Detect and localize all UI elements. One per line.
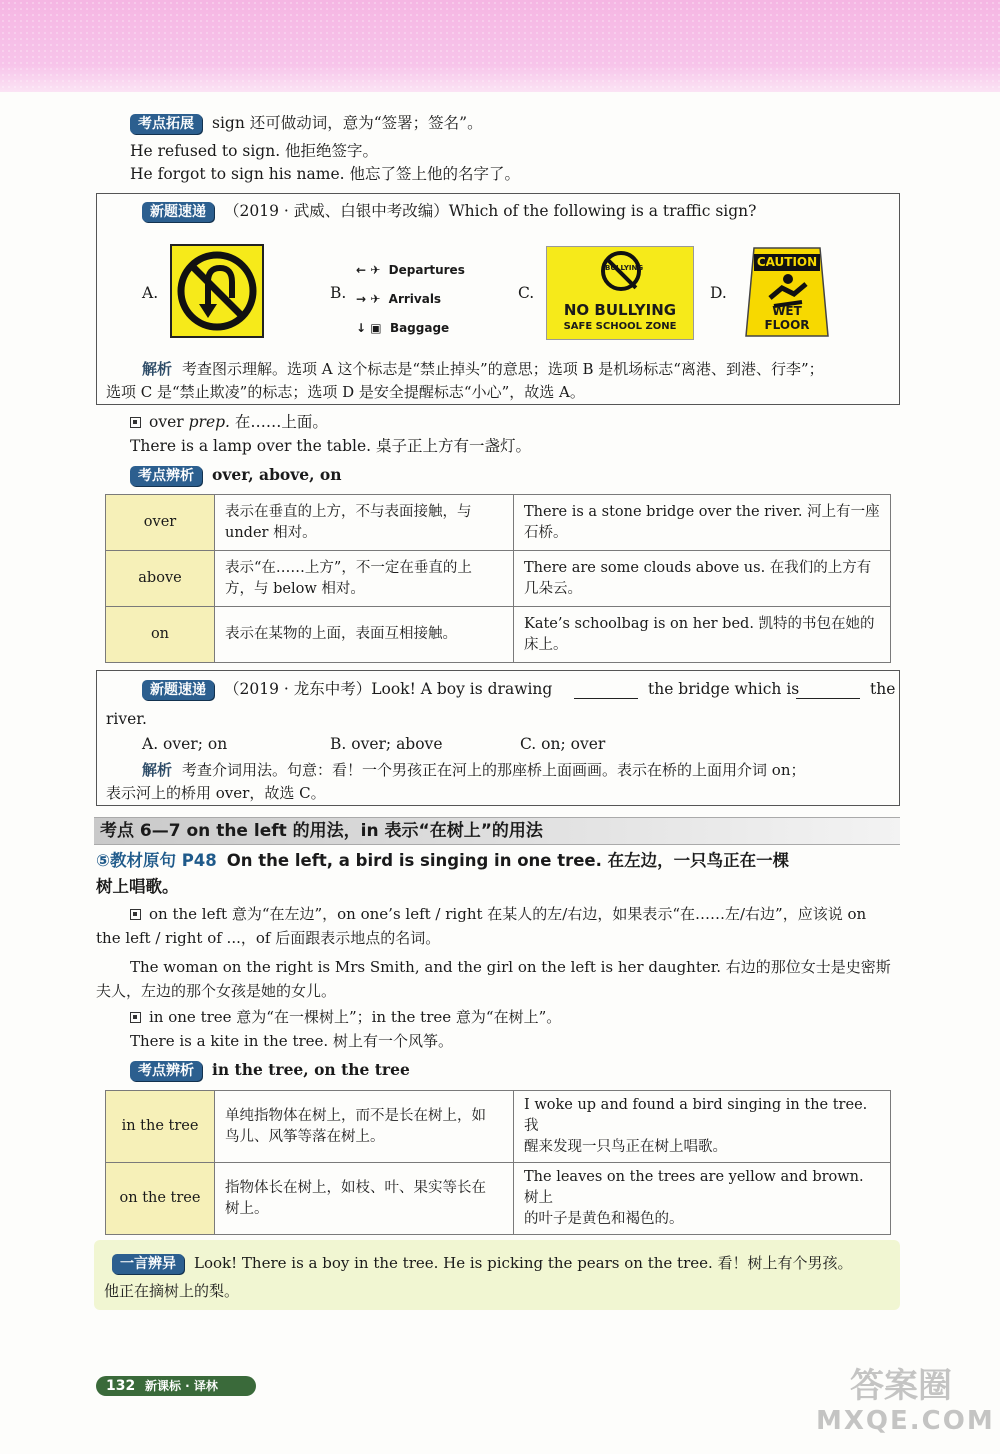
- on-the-left-example-2: 夫人，左边的那个女孩是她的女儿。: [96, 982, 337, 1000]
- q1-question: （2019 · 武威、白银中考改编）Which of the following is a traffic sign?: [224, 202, 757, 220]
- bullet-icon: [130, 909, 141, 920]
- distinction-2-header: [130, 1059, 410, 1081]
- sign-no-bullying: NO BULLYING: [563, 301, 677, 319]
- bullet-icon: [130, 417, 141, 428]
- q2-option-b: B. over; above: [330, 735, 443, 753]
- q1-option-d-label: D.: [710, 284, 727, 302]
- over-example: There is a lamp over the table. 桌子正上方有一盏灯。: [130, 437, 532, 455]
- arrow-left-plane-icon: ← ✈: [356, 263, 381, 277]
- page-header-band: [0, 0, 1000, 92]
- in-tree-example: There is a kite in the tree. 树上有一个风筝。: [130, 1032, 453, 1050]
- q2-question-mid: the bridge which is: [648, 680, 800, 698]
- sign-arrivals: Arrivals: [388, 292, 442, 306]
- tag-extension: 考点拓展: [130, 114, 202, 134]
- textbook-sentence-line1: ⑤教材原句 P48 On the left, a bird is singing in one tree. 在左边，一只鸟正在一棵: [96, 851, 790, 870]
- on-the-left-note-1: on the left 意为“在左边”，on one’s left / right 在某人的左/右边，如果表示“在……左/右边”，应该说 on: [130, 903, 866, 925]
- sign-floor: FLOOR: [764, 318, 810, 332]
- q2-option-c: C. on; over: [520, 735, 606, 753]
- q2-header: 新题速递 （2019 · 龙东中考）Look! A boy is drawing: [142, 678, 552, 700]
- tag-distinction: 考点辨析: [130, 1061, 202, 1081]
- q1-analysis-line2: 选项 C 是“禁止欺凌”的标志；选项 D 是安全提醒标志“小心”，故选 A。: [106, 383, 585, 401]
- tip-line2: 他正在摘树上的梨。: [104, 1282, 240, 1300]
- wet-floor-sign: [744, 246, 830, 338]
- q2-question-river: river.: [106, 710, 147, 728]
- blank-1: [574, 698, 638, 699]
- sign-safe-school-zone: SAFE SCHOOL ZONE: [563, 321, 677, 332]
- analysis-label: 解析: [142, 761, 173, 779]
- on-the-left-example-1: The woman on the right is Mrs Smith, and the girl on the left is her daughter. 右边的那位女士是史密斯: [130, 958, 891, 976]
- q1-header: [142, 200, 756, 222]
- sign-departures: Departures: [388, 263, 465, 277]
- tag-distinction: 考点辨析: [130, 466, 202, 486]
- extension-example-1: He refused to sign. 他拒绝签字。: [130, 142, 379, 160]
- q1-analysis-line1: [142, 358, 824, 380]
- tag-new-question: 新题速递: [142, 680, 214, 700]
- extension-line: [130, 112, 483, 134]
- distinction-2-title: in the tree, on the tree: [212, 1060, 410, 1079]
- q2-question-end: the: [870, 680, 896, 698]
- q2-analysis-line1: 解析 考查介词用法。句意：看！一个男孩正在河上的那座桥上面画画。表示在桥的上面用介词 on；: [142, 761, 806, 779]
- q2-analysis-line2: 表示河上的桥用 over，故选 C。: [106, 784, 326, 802]
- airport-sign: [356, 256, 465, 343]
- sign-wet: WET: [772, 304, 802, 318]
- q1-analysis-text1: 考查图示理解。选项 A 这个标志是“禁止掉头”的意思；选项 B 是机场标志“离港、到港、行李”；: [182, 360, 824, 378]
- on-the-left-note-2: the left / right of ...，of 后面跟表示地点的名词。: [96, 929, 441, 947]
- textbook-label: ⑤教材原句 P48: [96, 851, 217, 870]
- section-title-bar: 考点 6—7 on the left 的用法，in 表示“在树上”的用法: [94, 817, 900, 845]
- sign-baggage: Baggage: [389, 321, 450, 335]
- arrow-down-baggage-icon: ↓ ▣: [356, 321, 382, 335]
- over-definition: over prep. 在……上面。: [130, 411, 328, 433]
- sign-caution: CAUTION: [756, 255, 818, 269]
- table-row: on 表示在某物的上面，表面互相接触。 Kate’s schoolbag is on her bed. 凯特的书包在她的 床上。: [106, 607, 891, 663]
- distinction-2-table: [105, 1090, 891, 1235]
- distinction-1-header: [130, 464, 342, 486]
- no-bullying-icon: BULLYING: [601, 251, 641, 291]
- q1-option-b-label: B.: [330, 284, 347, 302]
- extension-example-2: He forgot to sign his name. 他忘了签上他的名字了。: [130, 165, 521, 183]
- distinction-1-title: over, above, on: [212, 465, 342, 484]
- tag-tip: 一言辨异: [112, 1254, 184, 1274]
- table-row: on the tree 指物体长在树上，如枝、叶、果实等长在 树上。 The leaves on the trees are yellow and brown. 树上 的叶子是黄色和褐色的。: [106, 1163, 891, 1235]
- q1-option-c-label: C.: [518, 284, 535, 302]
- q1-option-a-label: A.: [142, 284, 159, 302]
- distinction-1-table: [105, 494, 891, 663]
- no-u-turn-sign: [170, 244, 264, 338]
- analysis-label: 解析: [142, 360, 173, 378]
- q2-option-a: A. over; on: [142, 735, 228, 753]
- table-row: in the tree 单纯指物体在树上，而不是长在树上，如 鸟儿、风筝等落在树上。 I woke up and found a bird singing in the tree. 我 醒来发现一只鸟正在树上唱歌。: [106, 1091, 891, 1163]
- textbook-sentence-line2: 树上唱歌。: [96, 877, 179, 896]
- arrow-right-plane-icon: → ✈: [356, 292, 381, 306]
- series-name: 新课标 · 译林: [144, 1379, 218, 1393]
- no-u-turn-icon: [172, 246, 262, 336]
- in-tree-note: in one tree 意为“在一棵树上”；in the tree 意为“在树上”。: [130, 1006, 561, 1028]
- tag-new-question: 新题速递: [142, 202, 214, 222]
- extension-text: sign 还可做动词，意为“签署；签名”。: [212, 114, 483, 132]
- bullet-icon: [130, 1012, 141, 1023]
- blank-2: [796, 698, 860, 699]
- tip-line1: 一言辨异 Look! There is a boy in the tree. He is picking the pears on the tree. 看！树上有个男孩。: [112, 1252, 853, 1274]
- page-number: 132: [106, 1378, 136, 1394]
- table-row: over 表示在垂直的上方，不与表面接触，与 under 相对。 There is a stone bridge over the river. 河上有一座 石桥。: [106, 495, 891, 551]
- table-row: above 表示“在……上方”，不一定在垂直的上 方，与 below 相对。 There are some clouds above us. 在我们的上方有 几朵云。: [106, 551, 891, 607]
- watermark: 答案圈 MXQE.COM: [816, 1366, 995, 1436]
- no-bullying-sign: [546, 246, 694, 340]
- page-footer: [96, 1376, 256, 1396]
